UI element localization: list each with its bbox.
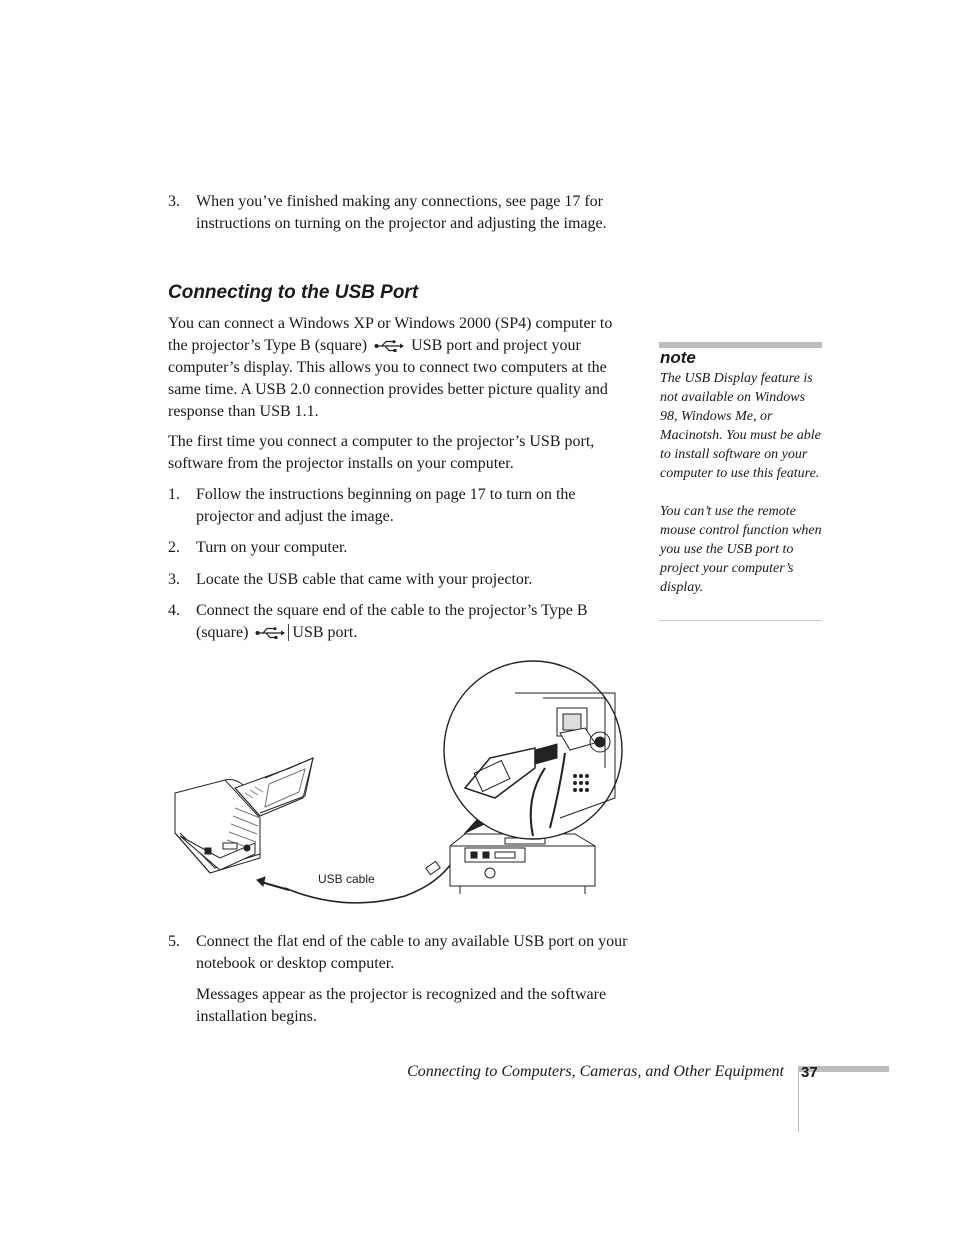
list-item bbox=[168, 931, 628, 975]
list-number: 3. bbox=[168, 193, 180, 210]
list-item bbox=[168, 537, 628, 559]
list-text: Connect the flat end of the cable to any available USB port on your notebook or desktop computer. bbox=[196, 933, 628, 972]
footer-chapter-title: Connecting to Computers, Cameras, and Other Equipment bbox=[407, 1063, 784, 1080]
intro-text-end: USB port and project your computer’s display. This allows you to connect two computers at the same time. A USB 2.0 connection provides better picture quality and response than USB 1.1. bbox=[168, 337, 608, 420]
note-paragraph: You can’t use the remote mouse control function when you use the USB port to project your computer’s display. bbox=[660, 504, 822, 595]
list-number: 2. bbox=[168, 539, 180, 556]
footer-vertical-rule bbox=[798, 1066, 799, 1132]
usb-connection-illustration bbox=[165, 658, 635, 913]
section-heading: Connecting to the USB Port bbox=[168, 282, 419, 303]
list-text: Follow the instructions beginning on page 17 to turn on the projector and adjust the image. bbox=[196, 486, 576, 525]
step-followup-paragraph: Messages appear as the projector is recognized and the software installation begins. bbox=[196, 986, 607, 1025]
list-item bbox=[168, 191, 628, 235]
list-number: 4. bbox=[168, 602, 180, 619]
list-text: Turn on your computer. bbox=[196, 539, 348, 556]
list-item bbox=[168, 484, 628, 528]
page-number: 37 bbox=[801, 1064, 818, 1081]
list-text-end: USB port. bbox=[288, 624, 357, 641]
note-paragraph: The USB Display feature is not available on Windows 98, Windows Me, or Macinotsh. You must be able to install software on your computer to use this feature. bbox=[660, 371, 821, 481]
intro-text-start: You can connect a Windows XP or Windows 2000 (SP4) computer to the projector’s Type B (square) bbox=[168, 315, 613, 354]
magnified-port-detail bbox=[444, 661, 622, 839]
list-number: 5. bbox=[168, 933, 180, 950]
list-number: 1. bbox=[168, 486, 180, 503]
list-text-start: Connect the square end of the cable to the projector’s Type B (square) bbox=[196, 602, 588, 641]
figure-callout-label: USB cable bbox=[318, 872, 375, 886]
intro-paragraph bbox=[168, 313, 630, 423]
note-body bbox=[660, 369, 822, 597]
list-item bbox=[168, 569, 628, 591]
usb-icon bbox=[255, 627, 285, 639]
list-text: Locate the USB cable that came with your projector. bbox=[196, 571, 533, 588]
list-item bbox=[168, 600, 608, 644]
usb-icon bbox=[374, 340, 404, 352]
list-text: When you’ve finished making any connections, see page 17 for instructions on turning on the projector and adjusting the image. bbox=[196, 193, 607, 232]
note-title: note bbox=[660, 348, 696, 367]
projector-drawing bbox=[450, 834, 595, 894]
body-paragraph: The first time you connect a computer to the projector’s USB port, software from the projector installs on your computer. bbox=[168, 433, 595, 472]
list-number: 3. bbox=[168, 571, 180, 588]
note-bottom-rule bbox=[659, 620, 822, 621]
